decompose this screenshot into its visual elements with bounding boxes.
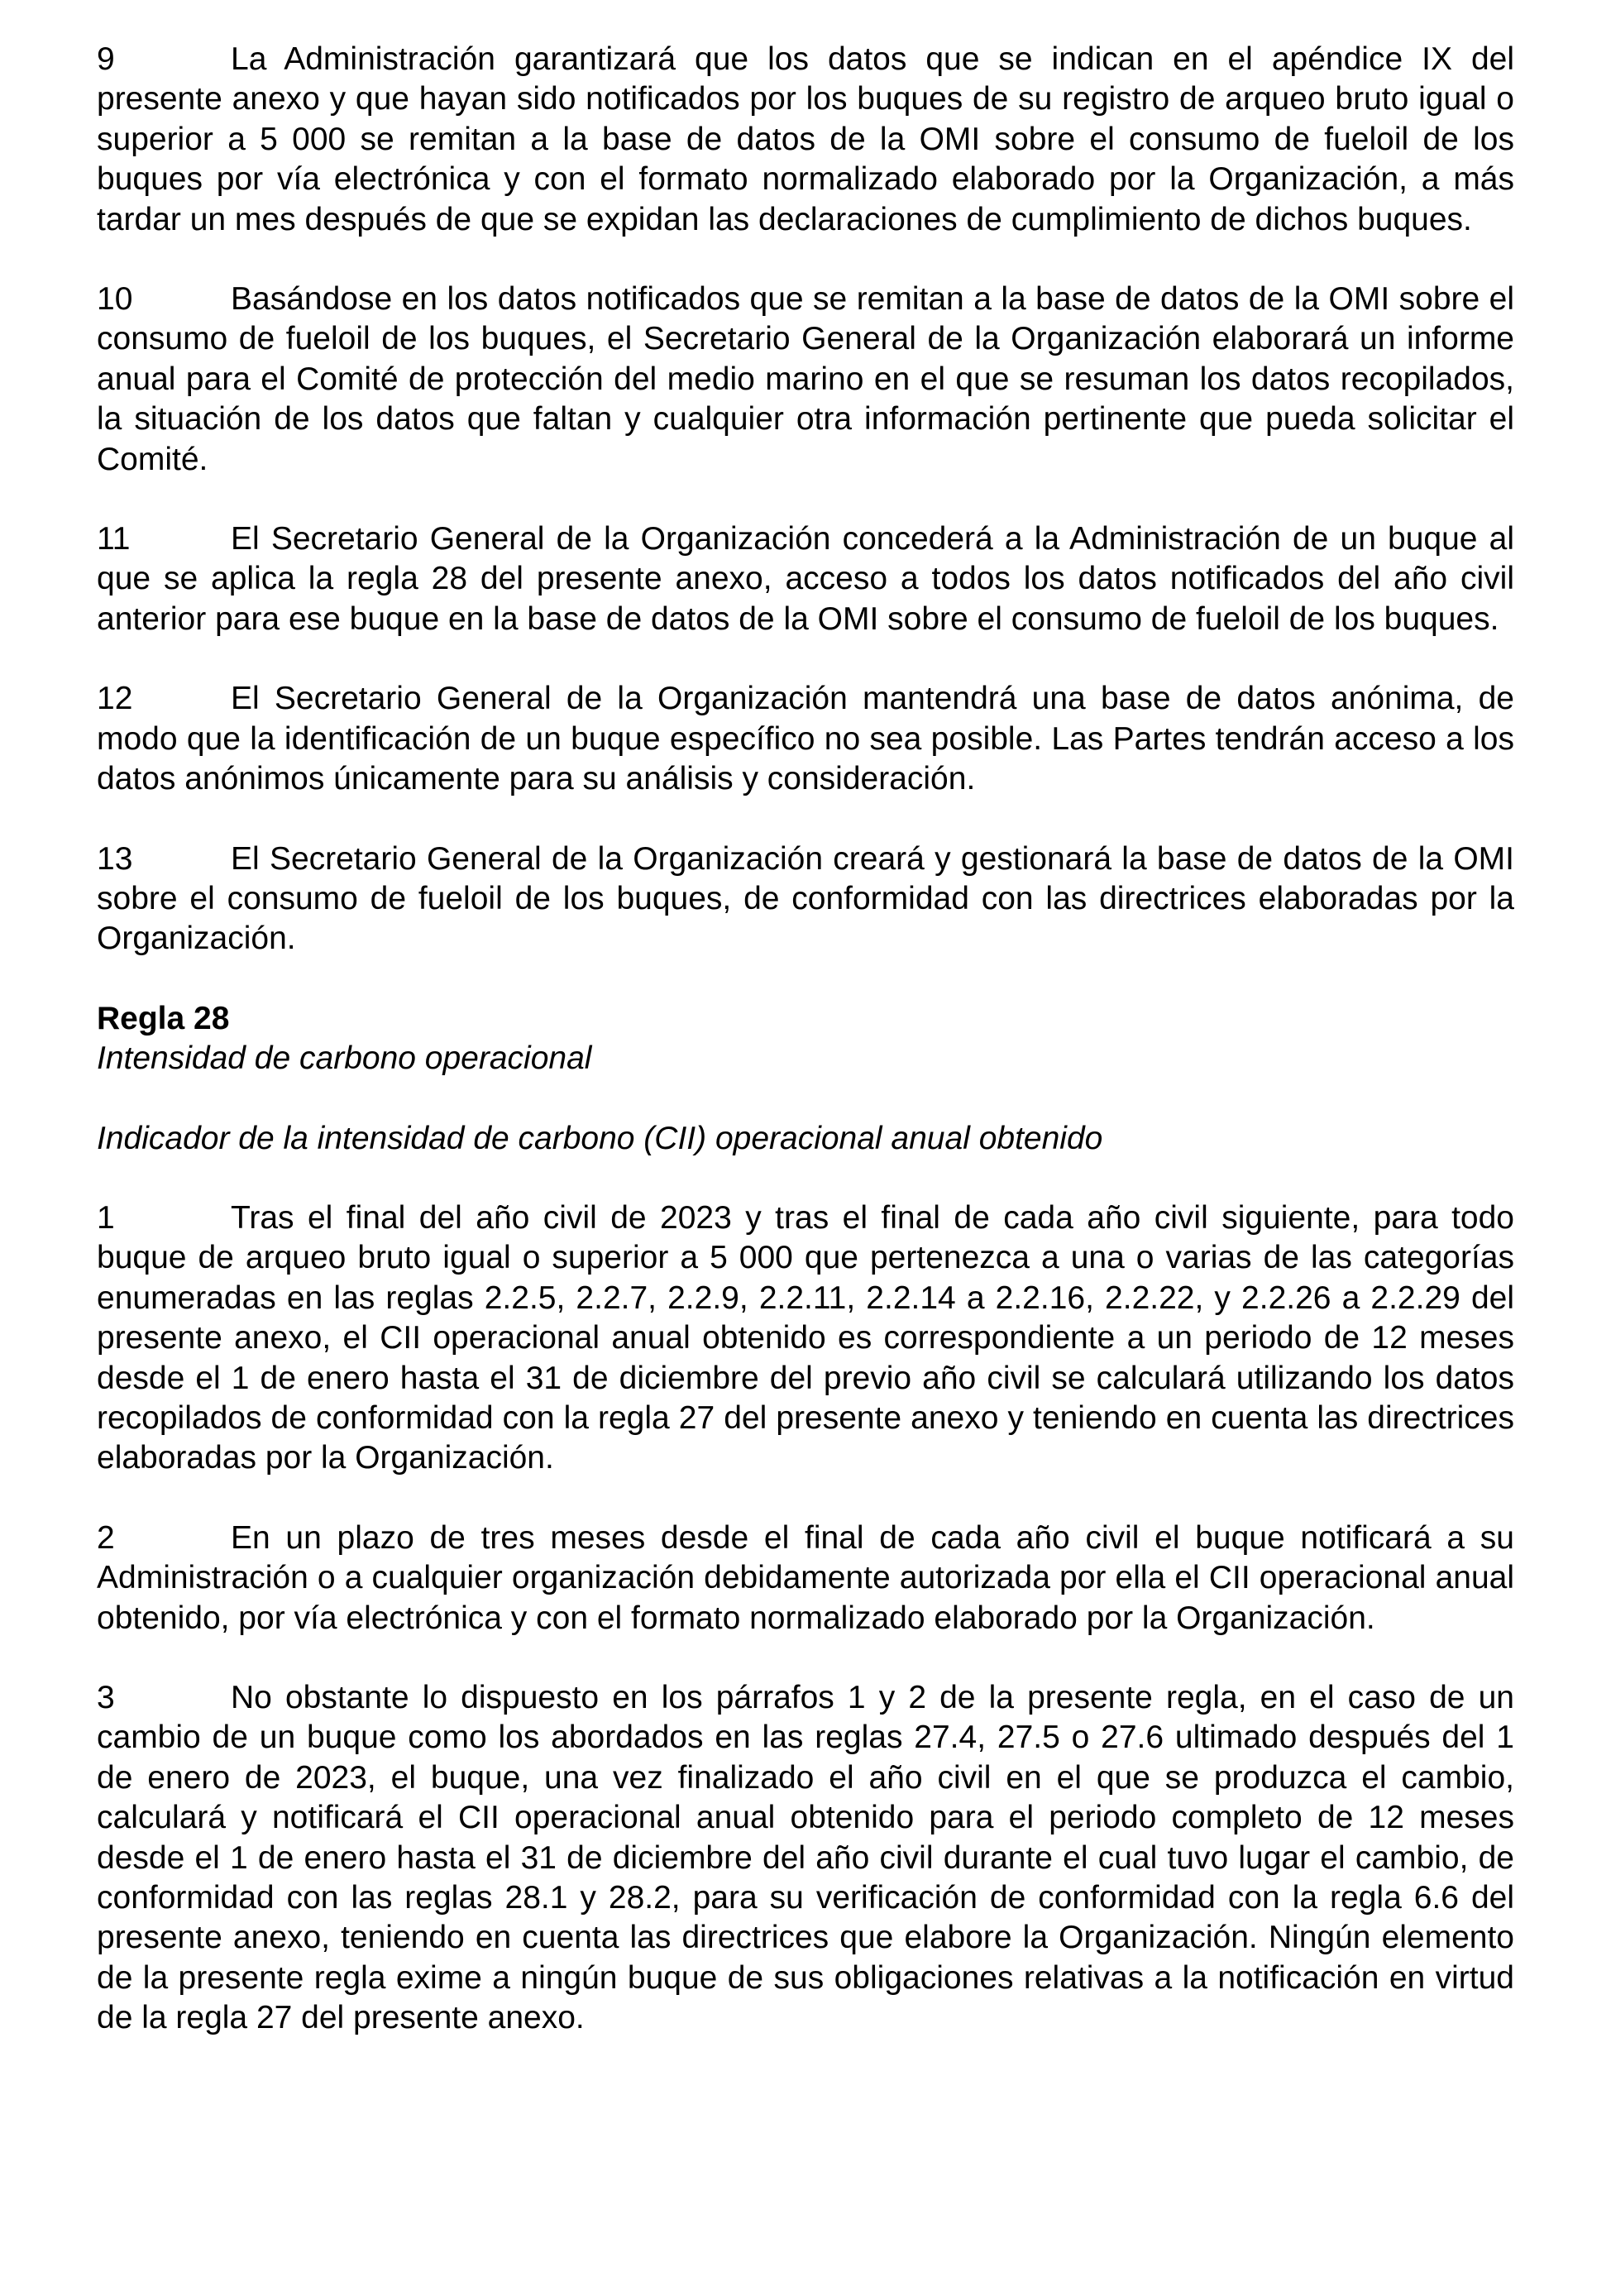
rule-paragraph-2 <box>97 1519 1514 1638</box>
paragraph-number: 2 <box>97 1519 115 1556</box>
paragraph-text: Tras el final del año civil de 2023 y tras el final de cada año civil siguiente, para todo buque de arqueo bruto igual o superior a 5 000 que pertenezca a una o varias de las categorías enumeradas en las reglas 2.2.5, 2.2.7, 2.2.9, 2.2.11, 2.2.14 a 2.2.16, 2.2.22, y 2.2.26 a 2.2.29 del presente anexo, el CII operacional anual obtenido es correspondiente a un periodo de 12 meses desde el 1 de enero hasta el 31 de diciembre del previo año civil se calculará utilizando los datos recopilados de conformidad con la regla 27 del presente anexo y teniendo en cuenta las directrices elaboradas por la Organización. <box>97 1199 1514 1476</box>
paragraph-number: 11 <box>97 521 131 557</box>
rule-title: Regla 28 <box>97 1000 230 1036</box>
rule-subtitle: Intensidad de carbono operacional <box>97 1040 592 1077</box>
paragraph-text: El Secretario General de la Organización mantendrá una base de datos anónima, de modo que la identificación de un buque específico no sea posible. Las Partes tendrán acceso a los datos anónimos únicamente para su análisis y consideración. <box>97 681 1514 797</box>
paragraph-number: 9 <box>97 41 115 77</box>
paragraph-text: No obstante lo dispuesto en los párrafos 1 y 2 de la presente regla, en el caso de un cambio de un buque como los abordados en las reglas 27.4, 27.5 o 27.6 ultimado después del 1 de enero de 2023, el buque, una vez finalizado el año civil en el que se produzca el cambio, calculará y notificará el CII operacional anual obtenido para el periodo completo de 12 meses desde el 1 de enero hasta el 31 de diciembre del año civil durante el cual tuvo lugar el cambio, de conformidad con las reglas 28.1 y 28.2, para su verificación de conformidad con la regla 6.6 del presente anexo, teniendo en cuenta las directrices que elabore la Organización. Ningún elemento de la presente regla exime a ningún buque de sus obligaciones relativas a la notificación en virtud de la regla 27 del presente anexo. <box>97 1680 1514 2036</box>
paragraph-number: 1 <box>97 1199 115 1236</box>
paragraph-text: En un plazo de tres meses desde el final de cada año civil el buque notificará a su Administración o a cualquier organización debidamente autorizada por ella el CII operacional anual obtenido, por vía electrónica y con el formato normalizado elaborado por la Organización. <box>97 1519 1514 1636</box>
section-heading: Indicador de la intensidad de carbono (CII) operacional anual obtenido <box>97 1120 1103 1156</box>
paragraph-number: 12 <box>97 681 133 717</box>
paragraph-text: La Administración garantizará que los datos que se indican en el apéndice IX del presente anexo y que hayan sido notificados por los buques de su registro de arqueo bruto igual o superior a 5 000 se remitan a la base de datos de la OMI sobre el consumo de fueloil de los buques por vía electrónica y con el formato normalizado elaborado por la Organización, a más tardar un mes después de que se expidan las declaraciones de cumplimiento de dichos buques. <box>97 41 1514 237</box>
paragraph-11 <box>97 519 1514 639</box>
paragraph-12 <box>97 679 1514 799</box>
rule-paragraph-1 <box>97 1198 1514 1479</box>
rule-paragraph-3 <box>97 1678 1514 2039</box>
paragraph-number: 10 <box>97 281 133 318</box>
paragraph-13 <box>97 839 1514 959</box>
paragraph-number: 13 <box>97 840 133 877</box>
paragraph-text: El Secretario General de la Organización concederá a la Administración de un buque al que se aplica la regla 28 del presente anexo, acceso a todos los datos notificados del año civil anterior para ese buque en la base de datos de la OMI sobre el consumo de fueloil de los buques. <box>97 521 1514 637</box>
paragraph-10 <box>97 280 1514 480</box>
paragraph-text: Basándose en los datos notificados que se remitan a la base de datos de la OMI sobre el consumo de fueloil de los buques, el Secretario General de la Organización elaborará un informe anual para el Comité de protección del medio marino en el que se resuman los datos recopilados, la situación de los datos que faltan y cualquier otra información pertinente que pueda solicitar el Comité. <box>97 281 1514 477</box>
paragraph-9 <box>97 40 1514 240</box>
paragraph-text: El Secretario General de la Organización creará y gestionará la base de datos de la OMI sobre el consumo de fueloil de los buques, de conformidad con las directrices elaboradas por la Organización. <box>97 840 1514 957</box>
paragraph-number: 3 <box>97 1680 115 1715</box>
document-page <box>97 40 1514 2078</box>
